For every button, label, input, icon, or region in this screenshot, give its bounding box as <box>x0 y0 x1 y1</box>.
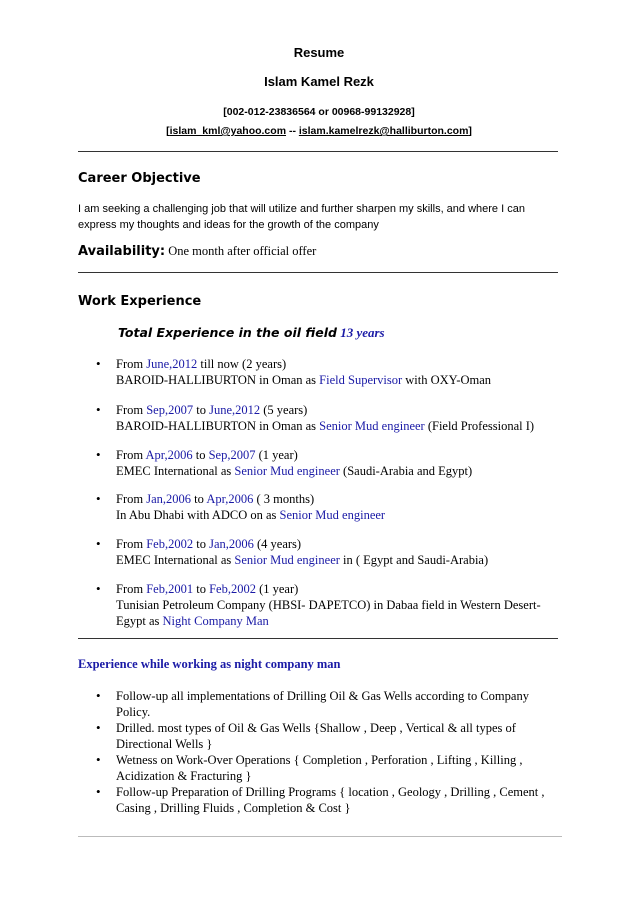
job-line1 <box>116 491 566 507</box>
job-text: In Abu Dhabi with ADCO on as <box>116 508 280 522</box>
night-experience-line: Wetness on Work-Over Operations { Completion , Perforation , Lifting , Killing , <box>116 753 523 767</box>
total-experience <box>118 325 385 341</box>
job-text: (Field Professional I) <box>424 419 535 433</box>
job-highlight: Senior Mud engineer <box>319 419 425 433</box>
job-text: BAROID-HALLIBURTON in Oman as <box>116 419 320 433</box>
bullet-glyph: • <box>96 752 101 767</box>
email-separator: -- <box>286 125 299 137</box>
job-entry <box>116 536 566 568</box>
availability-text: One month after official offer <box>165 244 317 258</box>
job-line1 <box>116 356 566 372</box>
job-text: From <box>116 448 146 462</box>
job-highlight: Sep,2007 <box>146 403 194 417</box>
job-text: Egypt as <box>116 614 163 628</box>
job-highlight: Feb,2002 <box>209 582 256 596</box>
career-objective-text: I am seeking a challenging job that will utilize and further sharpen my skills, and where I can express my thoughts and ideas for the growth of the company <box>78 203 525 231</box>
job-text: From <box>116 492 147 506</box>
job-text: (Saudi-Arabia and Egypt) <box>339 464 473 478</box>
total-experience-label: Total Experience in the oil field <box>118 325 337 340</box>
job-highlight: Apr,2006 <box>145 448 193 462</box>
job-line2 <box>116 372 566 388</box>
availability-label: Availability: <box>78 244 166 259</box>
divider <box>78 272 558 273</box>
night-experience-line: Follow-up Preparation of Drilling Programs { location , Geology , Drilling , Cement , <box>116 785 545 799</box>
job-highlight: Feb,2002 <box>146 537 194 551</box>
job-highlight: Senior Mud engineer <box>234 464 340 478</box>
job-line1 <box>116 536 566 552</box>
night-experience-item <box>116 720 556 752</box>
job-highlight: Sep,2007 <box>208 448 256 462</box>
availability-line <box>78 243 316 259</box>
page-footer-line <box>78 836 562 837</box>
job-entry <box>116 402 566 434</box>
job-text: BAROID-HALLIBURTON in Oman as <box>116 373 320 387</box>
job-entry <box>116 447 566 479</box>
job-highlight: Field Supervisor <box>319 373 403 387</box>
divider <box>78 151 558 152</box>
night-experience-line: Acidization & Fracturing } <box>116 769 252 783</box>
candidate-name: Islam Kamel Rezk <box>264 74 374 89</box>
job-text: EMEC International as <box>116 464 235 478</box>
bullet-glyph: • <box>96 491 101 506</box>
night-experience-line: Drilled. most types of Oil & Gas Wells {Shallow , Deep , Vertical & all types of <box>116 721 516 735</box>
job-line3 <box>116 613 566 629</box>
job-line2 <box>116 552 566 568</box>
job-text: From <box>116 537 147 551</box>
job-line2 <box>116 463 566 479</box>
job-text: till now (2 years) <box>197 357 287 371</box>
job-highlight: June,2012 <box>209 403 261 417</box>
job-highlight: June,2012 <box>146 357 198 371</box>
career-objective-heading: Career Objective <box>78 171 201 186</box>
night-experience-item <box>116 784 556 816</box>
job-entry <box>116 356 566 388</box>
job-line2 <box>116 507 566 523</box>
job-text: (4 years) <box>253 537 302 551</box>
job-text: ( 3 months) <box>253 492 315 506</box>
job-highlight: Senior Mud engineer <box>234 553 340 567</box>
job-text: From <box>116 403 147 417</box>
night-experience-line: Directional Wells } <box>116 737 213 751</box>
night-experience-line: Follow-up all implementations of Drilling Oil & Gas Wells according to Company <box>116 689 529 703</box>
job-text: to <box>193 403 210 417</box>
bullet-glyph: • <box>96 720 101 735</box>
job-line2 <box>116 418 566 434</box>
job-text: From <box>116 582 147 596</box>
job-text: From <box>116 357 147 371</box>
job-line1 <box>116 447 566 463</box>
job-text: to <box>192 448 209 462</box>
night-experience-line: Policy. <box>116 705 151 719</box>
job-text: Tunisian Petroleum Company (HBSI- DAPETCO) in Dabaa field in Western Desert- <box>116 598 541 612</box>
job-highlight: Senior Mud engineer <box>279 508 386 522</box>
job-line1 <box>116 581 566 597</box>
email-line: [islam_kml@yahoo.com -- islam.kamelrezk@halliburton.com] <box>166 125 472 137</box>
bullet-glyph: • <box>96 581 101 596</box>
job-highlight: Jan,2006 <box>146 492 192 506</box>
job-text: (1 year) <box>255 582 299 596</box>
email-link-primary[interactable]: islam_kml@yahoo.com <box>169 125 287 137</box>
job-entry <box>116 581 566 629</box>
bullet-glyph: • <box>96 688 101 703</box>
job-text: to <box>193 582 210 596</box>
job-highlight: Jan,2006 <box>209 537 254 551</box>
job-highlight: Apr,2006 <box>206 492 254 506</box>
bullet-glyph: • <box>96 402 101 417</box>
job-line1 <box>116 402 566 418</box>
job-entry <box>116 491 566 523</box>
job-text: in ( Egypt and Saudi-Arabia) <box>339 553 489 567</box>
bullet-glyph: • <box>96 536 101 551</box>
bullet-glyph: • <box>96 356 101 371</box>
job-highlight: Feb,2001 <box>146 582 194 596</box>
resume-title: Resume <box>293 45 345 60</box>
night-company-man-heading: Experience while working as night company man <box>78 657 341 671</box>
night-experience-line: Casing , Drilling Fluids , Completion & Cost } <box>116 801 351 815</box>
job-text: to <box>191 492 207 506</box>
job-line2 <box>116 597 566 613</box>
job-text: (5 years) <box>260 403 308 417</box>
night-experience-item <box>116 688 556 720</box>
job-highlight: Night Company Man <box>162 614 269 628</box>
job-text: with OXY-Oman <box>402 373 492 387</box>
work-experience-heading: Work Experience <box>78 294 202 309</box>
email-link-secondary[interactable]: islam.kamelrezk@halliburton.com <box>298 125 469 137</box>
bullet-glyph: • <box>96 784 101 799</box>
job-text: (1 year) <box>255 448 298 462</box>
bullet-glyph: • <box>96 447 101 462</box>
job-text: EMEC International as <box>116 553 235 567</box>
night-experience-item <box>116 752 556 784</box>
job-text: to <box>193 537 210 551</box>
total-experience-value: 13 years <box>336 325 385 340</box>
divider <box>78 638 558 639</box>
phone-numbers: [002-012-23836564 or 00968-99132928] <box>223 106 415 118</box>
